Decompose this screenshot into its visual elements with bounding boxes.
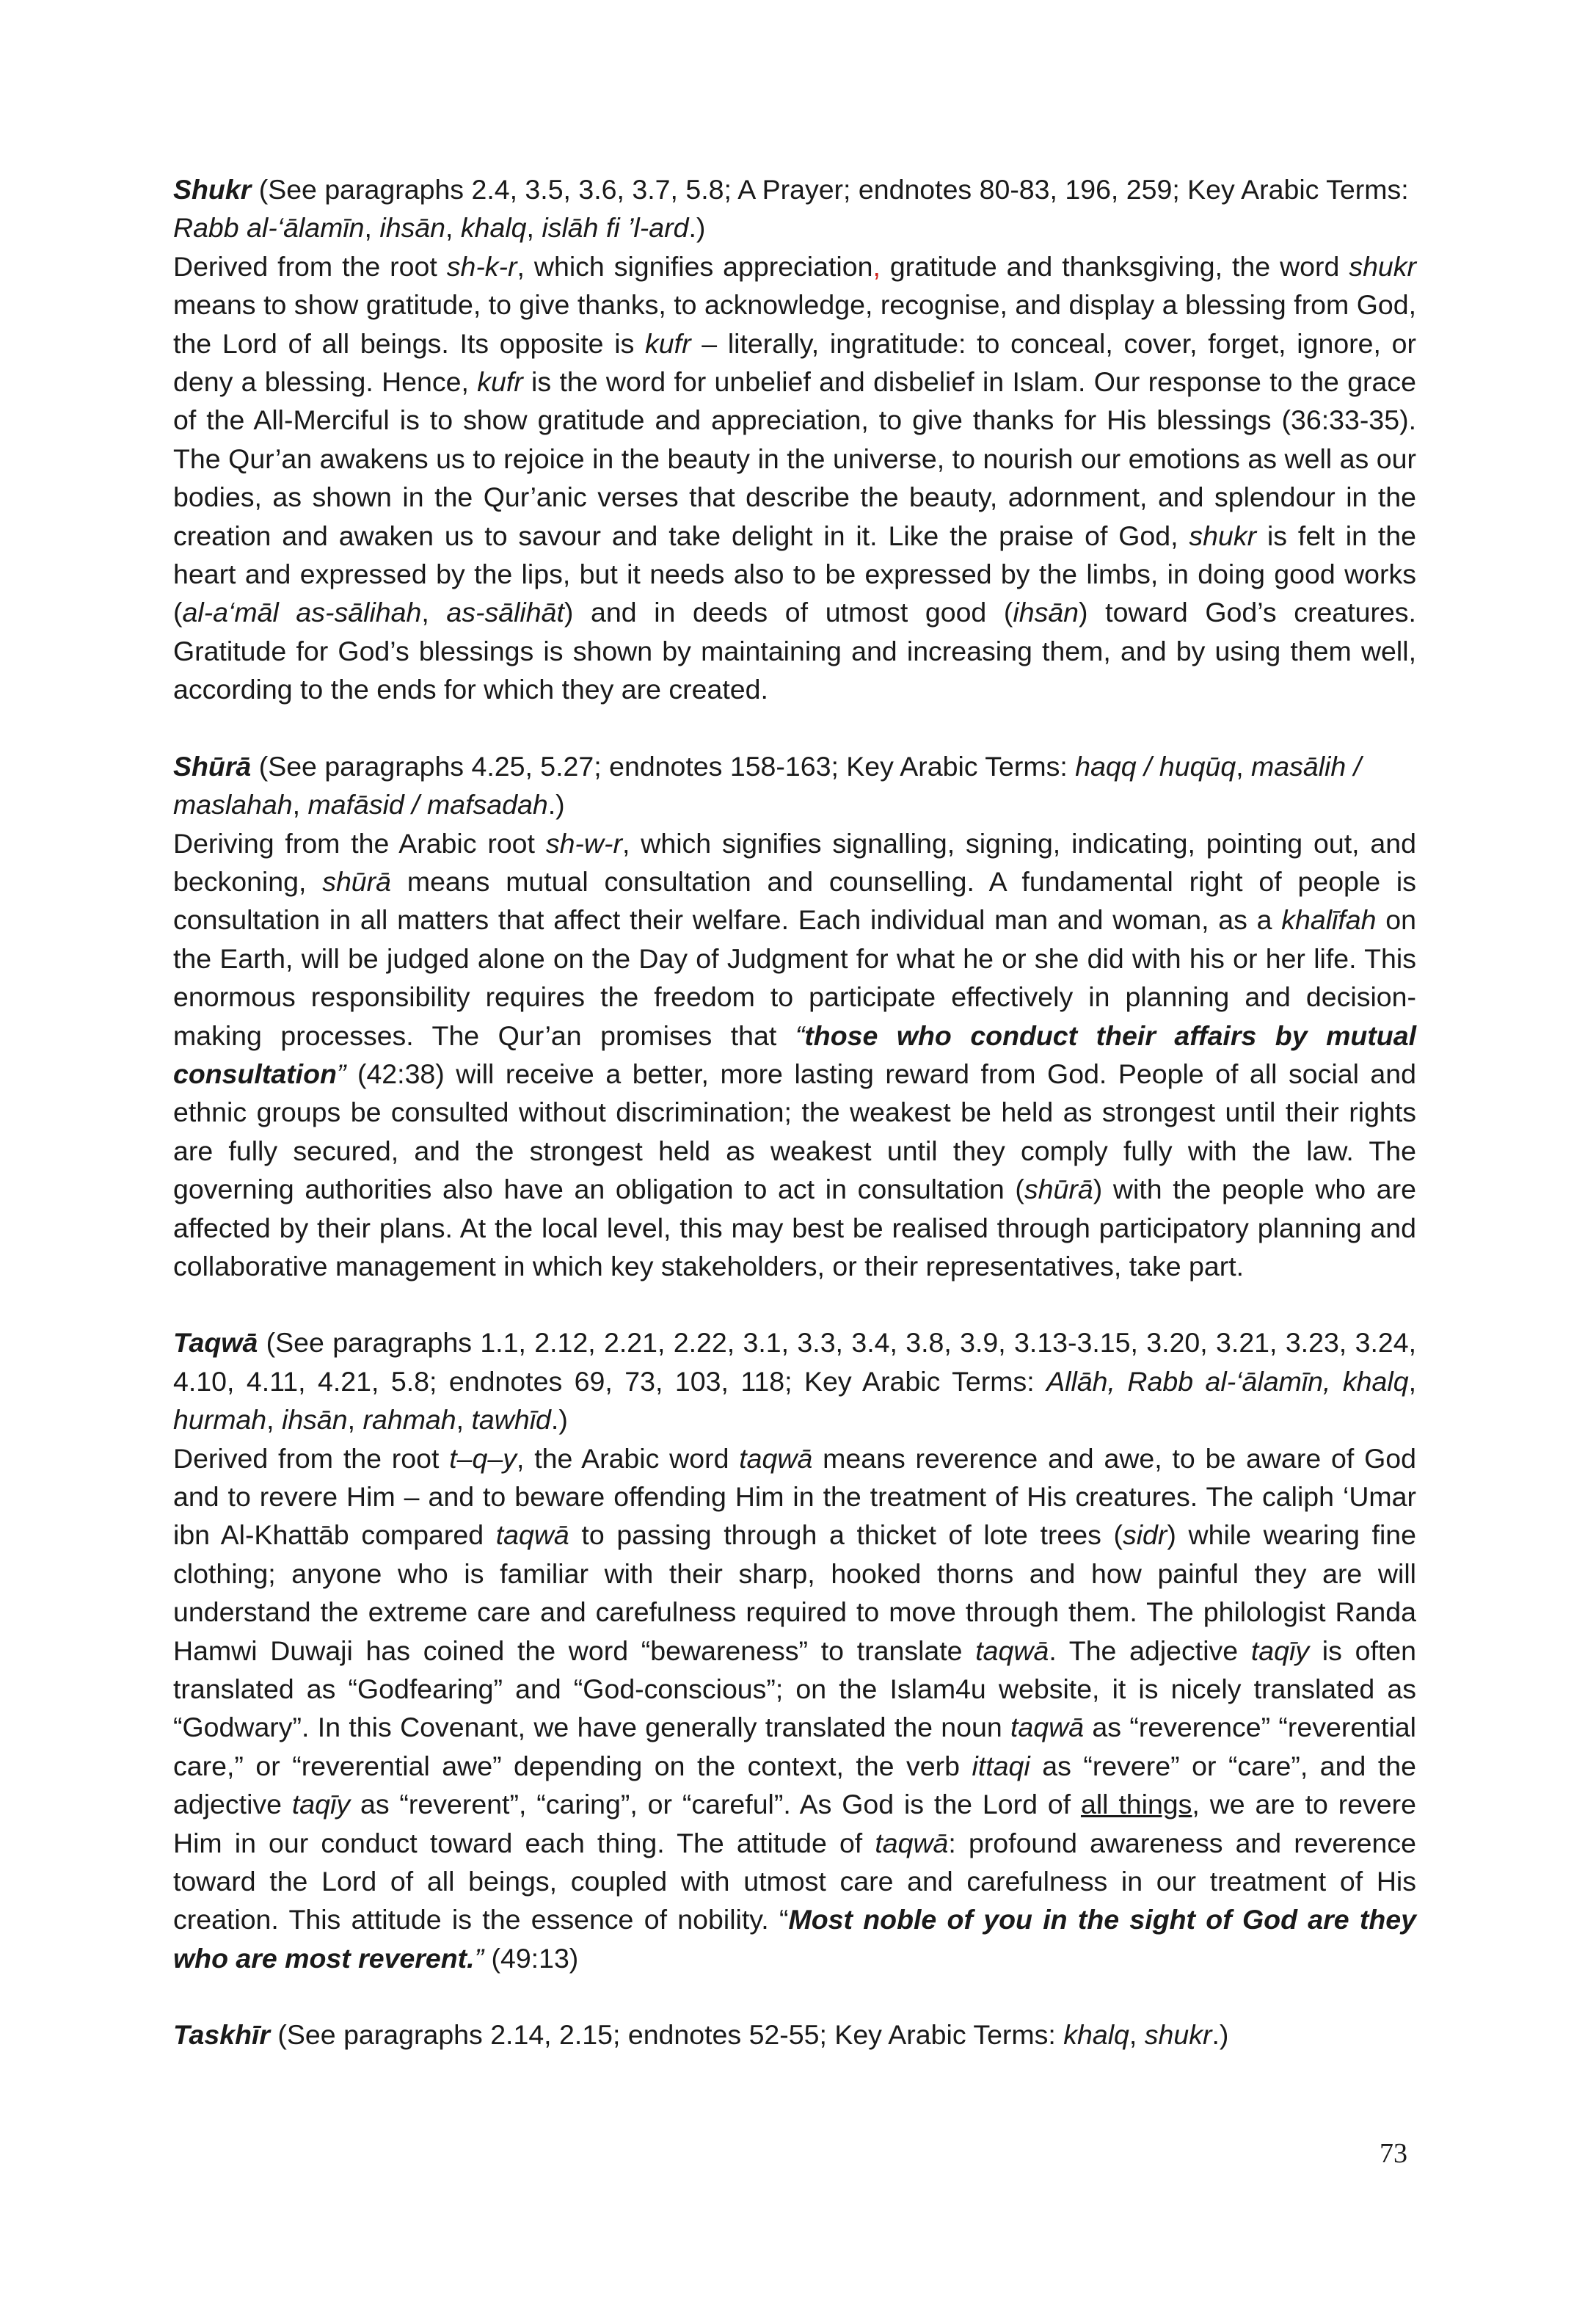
term-shura: Shūrā	[173, 750, 252, 782]
quran-quote-49-13: Most noble of you in the sight of God are they who are most reverent.	[173, 1904, 1416, 1974]
shukr-reference: Shukr (See paragraphs 2.4, 3.5, 3.6, 3.7, 5.8; A Prayer; endnotes 80-83, 196, 259; Key Arabic Terms: Rabb al-‘ālamīn, ihsān, khalq, islāh fi ’l-ard.)	[173, 174, 1409, 244]
taqwa-definition: Derived from the root t–q–y, the Arabic word taqwā means reverence and awe, to be aware of God and to revere Him – and to beware offending Him in the treatment of His creatures. The caliph ‘Umar ibn Al-Khattāb compared taqwā to passing through a thicket of lote trees (sidr) while wearing fine clothing; anyone who is familiar with their sharp, hooked thorns and how painful they are will understand the extreme care and carefulness required to move through them. The philologist Randa Hamwi Duwaji has coined the word “bewareness” to translate taqwā. The adjective taqīy is often translated as “Godfearing” and “God-conscious”; on the Islam4u website, it is nicely translated as “Godwary”. In this Covenant, we have generally translated the noun taqwā as “reverence” “reverential care,” or “reverential awe” depending on the context, the verb ittaqi as “revere” or “care”, and the adjective taqīy as “reverent”, “caring”, or “careful”. As God is the Lord of all things, we are to revere Him in our conduct toward each thing. The attitude of taqwā: profound awareness and reverence toward the Lord of all beings, coupled with utmost care and carefulness in our treatment of His creation. This attitude is the essence of nobility. “Most noble of you in the sight of God are they who are most reverent.” (49:13)	[173, 1442, 1417, 1974]
glossary-page	[173, 170, 1416, 2054]
taqwa-reference: Taqwā (See paragraphs 1.1, 2.12, 2.21, 2.22, 3.1, 3.3, 3.4, 3.8, 3.9, 3.13-3.15, 3.20, 3.21, 3.23, 3.24, 4.10, 4.11, 4.21, 5.8; endnotes 69, 73, 103, 118; Key Arabic Terms: Allāh, Rabb al-‘ālamīn, khalq, hurmah, ihsān, rahmah, tawhīd.)	[173, 1327, 1416, 1436]
red-comma-mark: ,	[872, 250, 881, 282]
page-number: 73	[1380, 2138, 1407, 2169]
shura-definition: Deriving from the Arabic root sh-w-r, which signifies signalling, signing, indicating, pointing out, and beckoning, shūrā means mutual consultation and counselling. A fundamental right of people is consultation in all matters that affect their welfare. Each individual man and woman, as a khalīfah on the Earth, will be judged alone on the Day of Judgment for what he or she did with his or her life. This enormous responsibility requires the freedom to participate effectively in planning and decision-making processes. The Qur’an promises that “those who conduct their affairs by mutual consultation” (42:38) will receive a better, more lasting reward from God. People of all social and ethnic groups be consulted without discrimination; the weakest be held as strongest until their rights are fully secured, and the strongest held as weakest until they comply fully with the law. The governing authorities also have an obligation to act in consultation (shūrā) with the people who are affected by their plans. At the local level, this may best be realised through participatory planning and collaborative management in which key stakeholders, or their representatives, take part.	[173, 827, 1416, 1282]
term-taqwa: Taqwā	[173, 1327, 258, 1359]
term-shukr: Shukr	[173, 174, 252, 205]
quran-quote-42-38: those who conduct their affairs by mutual consultation	[173, 1019, 1416, 1089]
shukr-definition: Derived from the root sh-k-r, which signifies appreciation, gratitude and thanksgiving, the word shukr means to show gratitude, to give thanks, to acknowledge, recognise, and display a blessing from God, the Lord of all beings. Its opposite is kufr – literally, ingratitude: to conceal, cover, forget, ignore, or deny a blessing. Hence, kufr is the word for unbelief and disbelief in Islam. Our response to the grace of the All-Merciful is to show gratitude and appreciation, to give thanks for His blessings (36:33-35). The Qur’an awakens us to rejoice in the beauty in the universe, to nourish our emotions as well as our bodies, as shown in the Qur’anic verses that describe the beauty, adornment, and splendour in the creation and awaken us to savour and take delight in it. Like the praise of God, shukr is felt in the heart and expressed by the lips, but it needs also to be expressed by the limbs, in doing good works (al-a‘māl as-sālihah, as-sālihāt) and in deeds of utmost good (ihsān) toward God’s creatures. Gratitude for God’s blessings is shown by maintaining and increasing them, and by using them well, according to the ends for which they are created.	[173, 250, 1417, 705]
taskhir-reference: Taskhīr (See paragraphs 2.14, 2.15; endnotes 52-55; Key Arabic Terms: khalq, shukr.)	[173, 2019, 1229, 2051]
shura-reference: Shūrā (See paragraphs 4.25, 5.27; endnotes 158-163; Key Arabic Terms: haqq / huqūq, masālih / maslahah, mafāsid / mafsadah.)	[173, 750, 1362, 821]
underlined-all-things: all things	[1080, 1789, 1192, 1820]
term-taskhir: Taskhīr	[173, 2019, 271, 2051]
